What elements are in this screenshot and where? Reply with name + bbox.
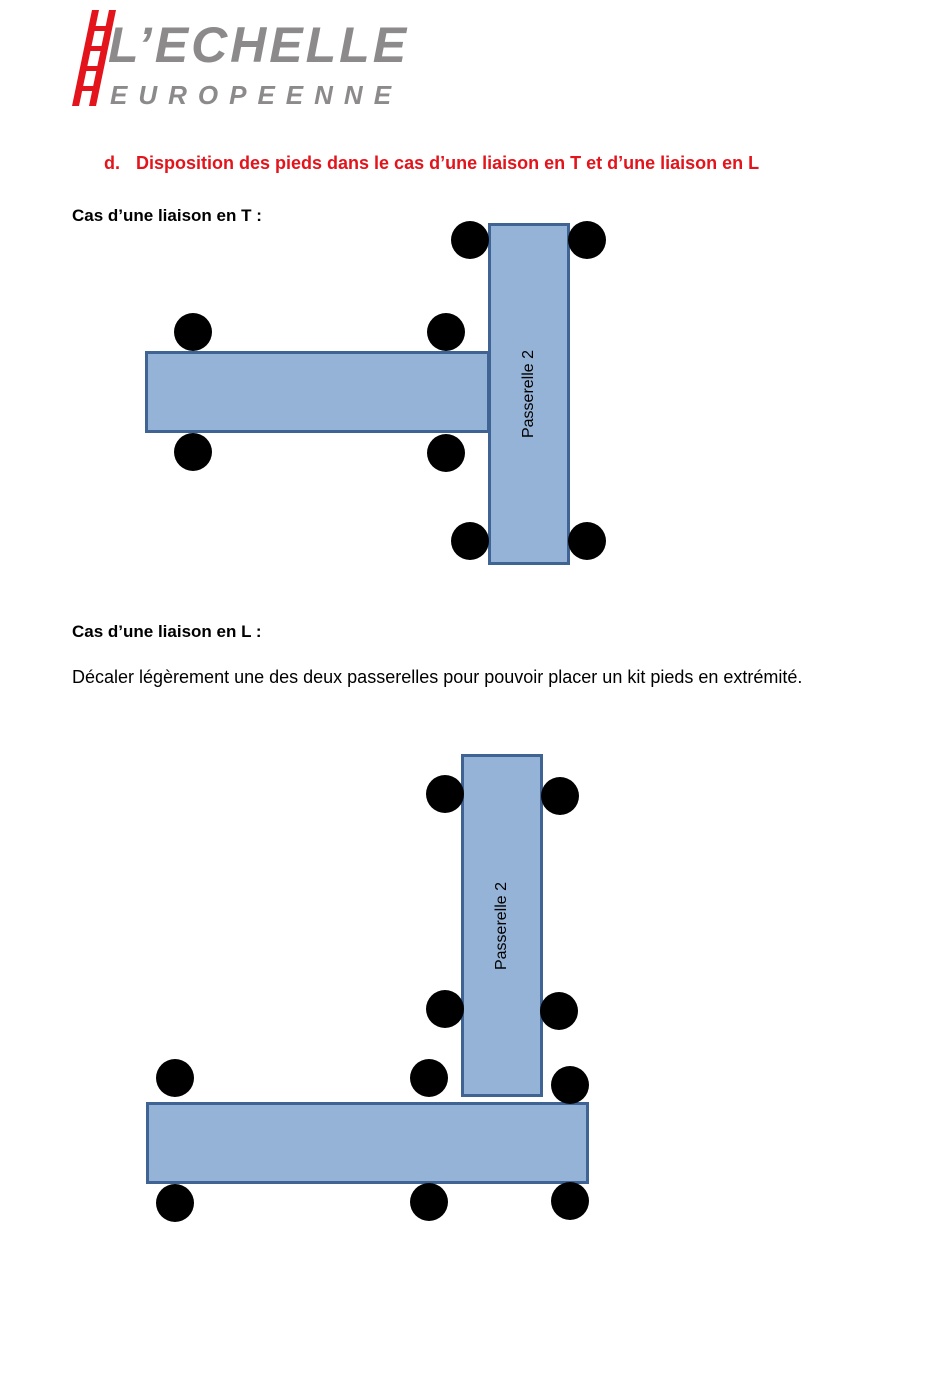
passerelle-2-vertical: [488, 223, 570, 565]
passerelle-2-label: Passerelle 2: [520, 349, 537, 439]
foot-marker: [551, 1182, 589, 1220]
foot-marker: [410, 1183, 448, 1221]
foot-marker: [568, 221, 606, 259]
foot-marker: [568, 522, 606, 560]
foot-marker: [156, 1184, 194, 1222]
foot-marker: [451, 221, 489, 259]
foot-marker: [540, 992, 578, 1030]
passerelle-2-label: Passerelle 2: [493, 881, 510, 970]
foot-marker: [156, 1059, 194, 1097]
l-case-description: Décaler légèrement une des deux passerelles pour pouvoir placer un kit pieds en extrémité.: [72, 667, 803, 687]
foot-marker: [174, 313, 212, 351]
heading-number: d.: [104, 153, 120, 173]
foot-marker: [426, 990, 464, 1028]
foot-marker: [427, 434, 465, 472]
section-heading: [104, 153, 759, 174]
l-case-title: Cas d’une liaison en L :: [72, 622, 262, 641]
passerelle-1-horizontal: [146, 1102, 589, 1184]
foot-marker: [426, 775, 464, 813]
foot-marker: [541, 777, 579, 815]
t-case-title: Cas d’une liaison en T :: [72, 206, 262, 225]
foot-marker: [451, 522, 489, 560]
logo-line-2: EUROPEENNE: [110, 80, 403, 110]
passerelle-2-vertical: [461, 754, 543, 1097]
foot-marker: [410, 1059, 448, 1097]
logo-line-1: L’ECHELLE: [108, 17, 410, 73]
company-logo: [70, 8, 410, 110]
foot-marker: [427, 313, 465, 351]
heading-text: Disposition des pieds dans le cas d’une liaison en T et d’une liaison en L: [136, 153, 760, 173]
foot-marker: [174, 433, 212, 471]
foot-marker: [551, 1066, 589, 1104]
passerelle-1-horizontal: [145, 351, 490, 433]
